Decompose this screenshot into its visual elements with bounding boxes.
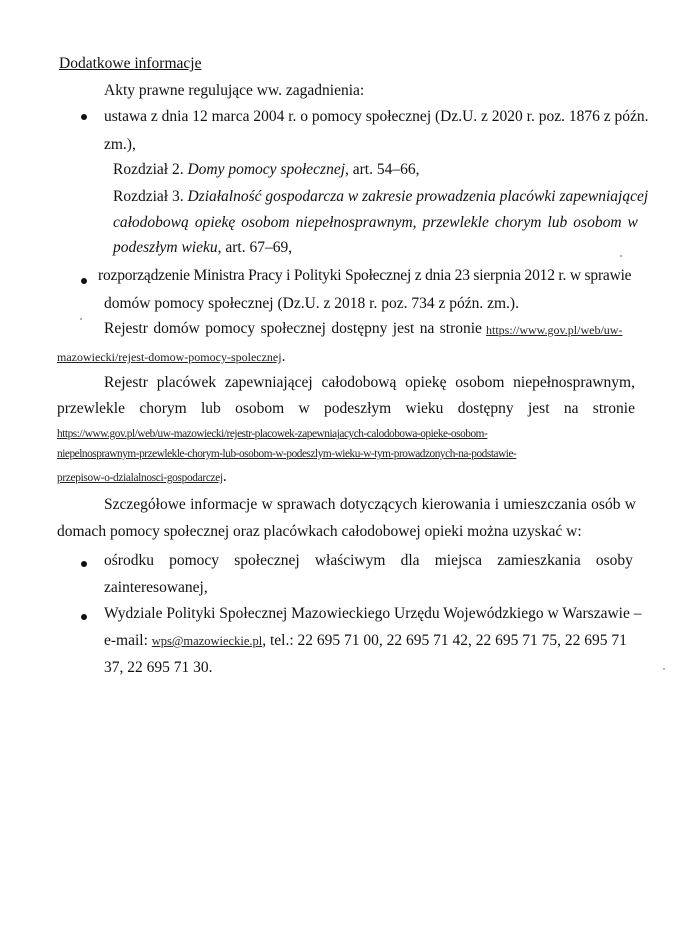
word: społecznej [260, 320, 326, 337]
word: stronie [439, 320, 482, 337]
act1-chapter2 [113, 160, 420, 180]
chapter3-title-l1: Działalność gospodarcza w zakresie prowadzenia placówki zapewniającej [187, 188, 649, 205]
word: dla [400, 552, 420, 569]
registry1-link-part1[interactable]: https://www.gov.pl/web/uw- [486, 323, 623, 337]
word: jest [527, 400, 550, 417]
email-link[interactable]: wps@mazowieckie.pl [151, 634, 263, 648]
registry1-line2 [57, 347, 285, 367]
act1-chapter3-line3 [113, 238, 292, 258]
word: całodobową [113, 214, 189, 231]
contact1-line2: zainteresowanej, [104, 579, 208, 596]
word: ośrodku [104, 552, 154, 569]
word: zapewniającej [224, 374, 313, 391]
registry2-link-part3[interactable]: przepisow-o-dzialalnosci-gospodarczej [57, 472, 223, 484]
registry2-link-part2[interactable]: niepelnosprawnym-przewlekle-chorym-lub-osobom-w-podeszlym-wieku-w-tym-prowadzonych-na-podstawie- [57, 448, 517, 460]
word: dostępny [331, 320, 388, 337]
word: kierowania [421, 496, 491, 513]
word: podeszłym [324, 400, 392, 417]
chapter3-suffix: , art. 67–69, [217, 239, 293, 256]
word: niepełnosprawnym, [513, 374, 635, 391]
word: umieszczania [503, 496, 587, 513]
word: domów [153, 320, 200, 337]
registry2-line1 [104, 373, 635, 393]
word: społecznej [234, 552, 300, 569]
word: właściwym [314, 552, 386, 569]
word: w [298, 400, 310, 417]
section-heading: Dodatkowe informacje [59, 55, 202, 72]
chapter3-title-l3: podeszłym wieku [113, 239, 218, 256]
word: informacje [190, 496, 258, 513]
word: dostępny [457, 400, 514, 417]
word: zamieszkania [497, 552, 581, 569]
act1-line1: ustawa z dnia 12 marca 2004 r. o pomocy społecznej (Dz.U. z 2020 r. poz. 1876 z późn. [104, 108, 649, 125]
scan-speck [663, 668, 665, 670]
word: osobom [573, 214, 622, 231]
word: opiekę [194, 214, 236, 231]
bullet-act1 [81, 114, 87, 120]
word: jest [392, 320, 415, 337]
word: osobom [235, 400, 285, 417]
act2-line1: rozporządzenie Ministra Pracy i Polityki Społecznej z dnia 23 sierpnia 2012 r. w sprawie [98, 267, 632, 284]
contact2-line1: Wydziale Polityki Społecznej Mazowieckiego Urzędu Wojewódzkiego w Warszawie – [104, 605, 642, 622]
word: pomocy [205, 320, 256, 337]
bullet-contact2 [81, 614, 87, 620]
registry1-link-part2[interactable]: mazowiecki/rejest-domow-pomocy-spolecznej [57, 350, 282, 364]
word: sprawach [277, 496, 336, 513]
scan-speck [620, 255, 622, 257]
word: wieku [405, 400, 444, 417]
word: lub [547, 214, 568, 231]
act2-line2: domów pomocy społecznej (Dz.U. z 2018 r. poz. 734 z późn. zm.). [104, 295, 519, 312]
word: w [624, 496, 636, 513]
bullet-contact1 [81, 561, 87, 567]
word: osobom [241, 214, 290, 231]
word: przewlekle [57, 400, 125, 417]
word: przewlekle [422, 214, 489, 231]
contact2-line3: 37, 22 695 71 30. [104, 659, 213, 676]
word: osoby [595, 552, 633, 569]
word: dotyczących [339, 496, 418, 513]
word: całodobową [321, 374, 397, 391]
word: i [494, 496, 500, 513]
word: Szczegółowe [104, 496, 186, 513]
word: pomocy [169, 552, 220, 569]
word: placówek [156, 374, 217, 391]
word: chorym [139, 400, 187, 417]
word: w [627, 214, 638, 231]
word: opiekę [405, 374, 447, 391]
word: osób [591, 496, 621, 513]
word: na [419, 320, 435, 337]
details-line1 [104, 495, 636, 515]
word: stronie [592, 400, 635, 417]
word: na [563, 400, 579, 417]
act1-chapter3-line2 [113, 213, 638, 233]
registry1-line1 [104, 319, 482, 339]
registry2-line5 [57, 467, 227, 487]
chapter2-title: Domy pomocy społecznej [187, 161, 346, 178]
chapter2-suffix: , art. 54–66, [345, 161, 420, 178]
chapter3-prefix: Rozdział 3. [113, 188, 188, 205]
bullet-act2 [81, 278, 87, 284]
word: Rejestr [104, 320, 148, 337]
registry2-link-part1[interactable]: https://www.gov.pl/web/uw-mazowiecki/rejestr-placowek-zapewniajacych-calodobowa-opieke-osobom- [57, 428, 488, 440]
word: lub [200, 400, 221, 417]
acts-intro: Akty prawne regulujące ww. zagadnienia: [104, 82, 365, 99]
scan-speck [80, 318, 82, 320]
registry2-line2 [57, 399, 635, 419]
contact2-line2 [104, 631, 627, 651]
email-label: e-mail: [104, 632, 152, 649]
word: osobom [455, 374, 505, 391]
word: miejsca [434, 552, 483, 569]
chapter2-prefix: Rozdział 2. [113, 161, 188, 178]
act1-chapter3-line1 [113, 187, 648, 207]
word: niepełnosprawnym, [295, 214, 417, 231]
word: w [261, 496, 273, 513]
registry2-period: . [222, 468, 227, 485]
details-line2: domach pomocy społecznej oraz placówkach całodobowej opieki można uzyskać w: [57, 523, 582, 540]
contact1-line1 [104, 551, 633, 571]
act1-line2: zm.), [104, 136, 136, 153]
phone-numbers: , tel.: 22 695 71 00, 22 695 71 42, 22 695 71 75, 22 695 71 [262, 632, 627, 649]
word: chorym [494, 214, 542, 231]
registry1-period: . [281, 348, 286, 365]
word: Rejestr [104, 374, 148, 391]
